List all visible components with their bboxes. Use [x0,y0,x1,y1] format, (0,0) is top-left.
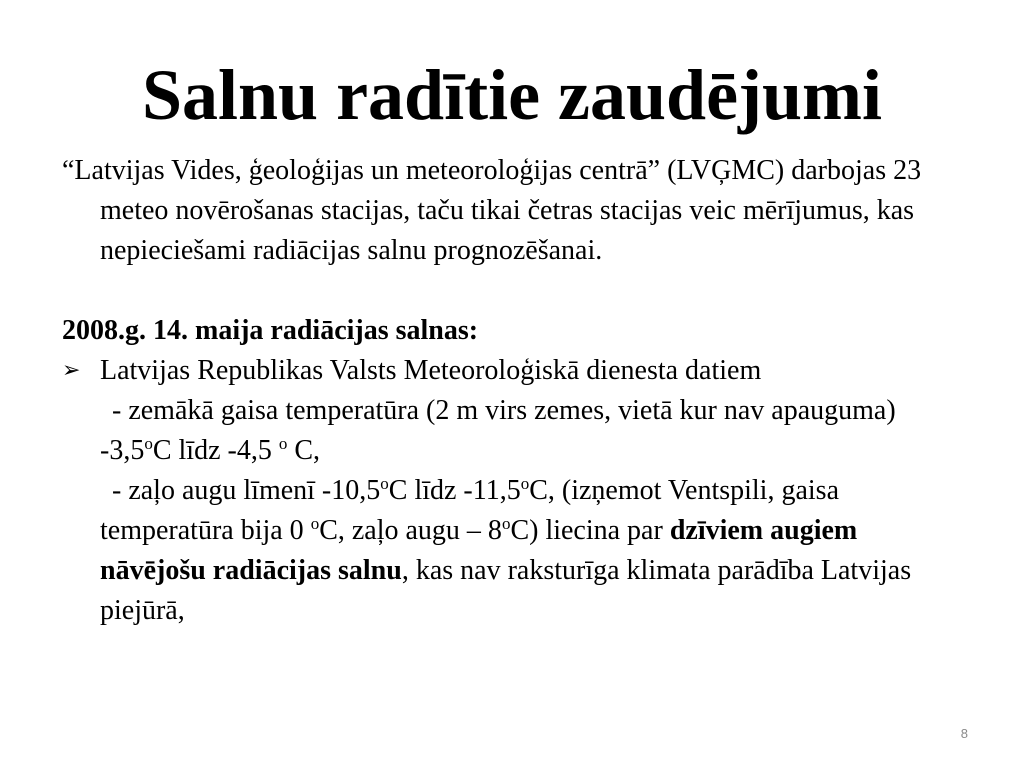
line1-part-a: - zemākā gaisa temperatūra (2 m virs zemes, vietā kur nav apauguma) -3,5 [100,395,896,466]
line2-part-b: C līdz -11,5 [388,475,521,506]
subheading: 2008.g. 14. maija radiācijas salnas: [62,315,479,346]
line2-part-f: , kas nav raksturīga klimata parādība Latvijas piejūrā, [100,555,912,626]
line1-part-c: C, [287,435,321,466]
bullet-item [62,351,962,391]
bullet-text: Latvijas Republikas Valsts Meteoroloģiskā dienesta datiem [100,355,762,386]
degree-sup: o [520,474,530,493]
line2-part-a: - zaļo augu līmenī -10,5 [112,475,381,506]
slide-body [62,151,962,631]
slide-title: Salnu radītie zaudējumi [141,55,883,135]
line2-part-c: C, (izņemot Ventspili, gaisa temperatūra bija 0 [100,475,839,546]
line2-part-d: C, zaļo augu – 8 [319,515,502,546]
intro-paragraph: “Latvijas Vides, ģeoloģijas un meteoroloģijas centrā” (LVĢMC) darbojas 23 meteo novērošanas stacijas, taču tikai četras stacijas veic mērījumus, kas nepieciešami radiācijas salnu prognozēšanai. [62,155,922,266]
detail-line-air-temp [62,391,962,471]
spacer [62,271,962,311]
line1-part-b: C līdz -4,5 [152,435,279,466]
degree-sup: o [278,434,288,453]
degree-sup: o [501,514,511,533]
degree-sup: o [144,434,153,453]
arrow-bullet-icon: ➢ [62,358,81,383]
line2-part-e: C) liecina par [510,515,670,546]
detail-line-plant-level [62,471,962,631]
degree-sup: o [380,474,389,493]
emphasis-text: dzīviem augiem nāvējošu radiācijas salnu [100,515,858,586]
degree-sup: o [310,514,320,533]
page-number: 8 [960,726,968,741]
